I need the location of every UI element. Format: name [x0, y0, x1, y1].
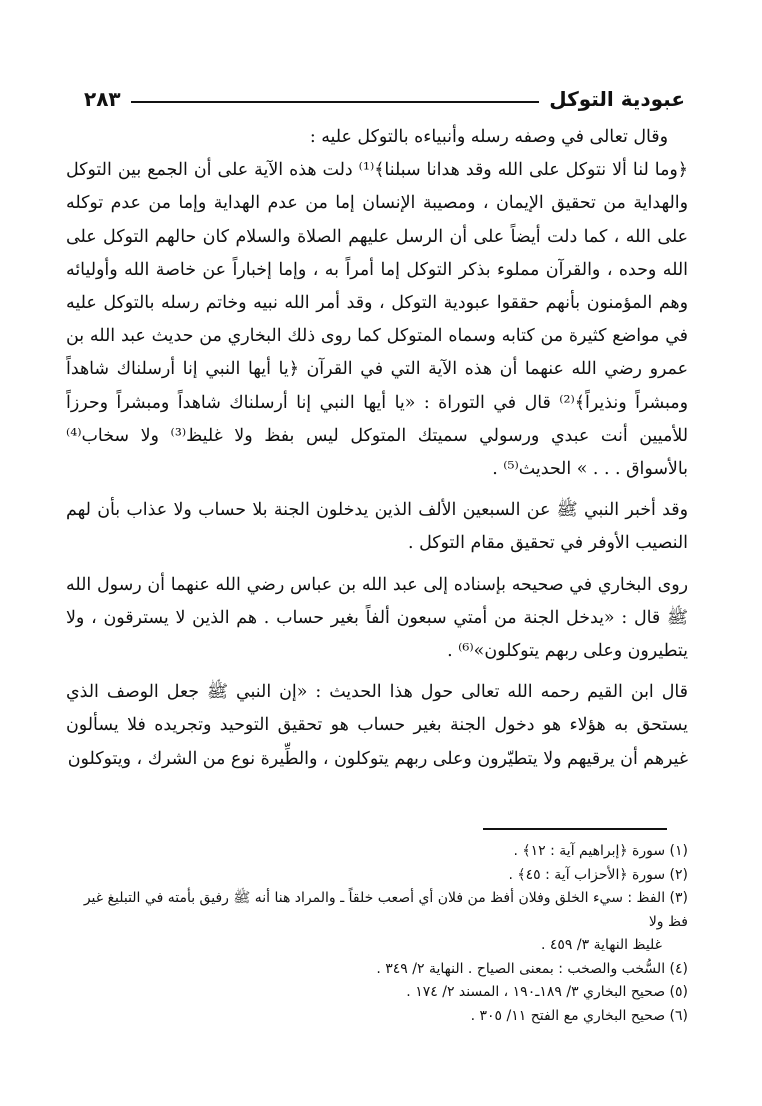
paragraph-3: وقد أخبر النبي ﷺ عن السبعين الألف الذين يدخلون الجنة بلا حساب ولا عذاب بأن لهم النصيب الأوفر في تحقيق مقام التوكل .: [66, 500, 688, 554]
paragraph-2: ﴿وما لنا ألا نتوكل على الله وقد هدانا سبلنا﴾⁽¹⁾ دلت هذه الآية على أن الجمع بين التوكل والهداية من تحقيق الإيمان ، ومصيبة الإنسان إما من عدم الهداية وإما من عدم توكله على الله ، كما دلت أيضاً على أن الرسل عليهم الصلاة والسلام كان حالهم التوكل على الله وحده ، والقرآن مملوء بذكر التوكل إما أمراً به ، وإما إخباراً عن خاصة الله وأوليائه وهم المؤمنون بأنهم حققوا عبودية التوكل ، وقد أمر الله نبيه وخاتم رسله بالتوكل عليه في مواضع كثيرة من كتابه وسماه المتوكل كما روى ذلك البخاري من حديث عبد الله بن عمرو رضي الله عنهما أن هذه الآية التي في القرآن ﴿يا أيها النبي إنا أرسلناك شاهداً ومبشراً ونذيراً﴾⁽²⁾ قال في التوراة : «يا أيها النبي إنا أرسلناك شاهداً ومبشراً وحرزاً للأميين أنت عبدي ورسولي سميتك المتوكل ليس بفظ ولا غليظ⁽³⁾ ولا سخاب⁽⁴⁾ بالأسواق . . . » الحديث⁽⁵⁾ .: [66, 160, 689, 480]
footnote-6: (٦) صحيح البخاري مع الفتح ١١/ ٣٠٥ .: [470, 1007, 688, 1024]
chapter-title: عبودية التوكل: [549, 87, 685, 111]
paragraph-1: وقال تعالى في وصفه رسله وأنبياءه بالتوكل عليه :: [309, 127, 668, 147]
footnote-3: (٣) الفظ : سيء الخلق وفلان أفظ من فلان أي أصعب خلقاً ـ والمراد هنا أنه ﷺ رفيق بأمته في التبليغ غير فظ ولا: [83, 890, 688, 930]
footnote-2: (٢) سورة ﴿الأحزاب آية : ٤٥﴾ .: [508, 866, 688, 883]
paragraph-5: قال ابن القيم رحمه الله تعالى حول هذا الحديث : «إن النبي ﷺ جعل الوصف الذي يستحق به هؤلاء هو دخول الجنة بغير حساب هو تحقيق التوحيد وتجريده فلا يسألون غيرهم أن يرقيهم ولا يتطيّرون وعلى ربهم يتوكلون ، والطِّيرة نوع من الشرك ، ويتوكلون: [66, 682, 688, 769]
footnote-5: (٥) صحيح البخاري ٣/ ١٨٩ـ١٩٠ ، المسند ٢/ ١٧٤ .: [406, 984, 688, 1000]
running-header: [84, 84, 685, 114]
footnote-1: (١) سورة ﴿إبراهيم آية : ١٢﴾ .: [513, 843, 688, 859]
footnote-3-continued: غليظ النهاية ٣/ ٤٥٩ .: [540, 937, 662, 953]
footnote-4: (٤) السُّخب والصخب : بمعنى الصياح . النهاية ٢/ ٣٤٩ .: [376, 960, 688, 977]
header-rule: [131, 101, 540, 103]
footnotes: [66, 840, 688, 1028]
paragraph-4: روى البخاري في صحيحه بإسناده إلى عبد الله بن عباس رضي الله عنهما أن رسول الله ﷺ قال : «يدخل الجنة من أمتي سبعون ألفاً بغير حساب . هم الذين لا يسترقون ، ولا يتطيرون وعلى ربهم يتوكلون»⁽⁶⁾ .: [66, 574, 688, 662]
footnote-rule: [483, 828, 667, 830]
main-text: [66, 121, 688, 776]
page-number: ٢٨٣: [84, 87, 121, 111]
